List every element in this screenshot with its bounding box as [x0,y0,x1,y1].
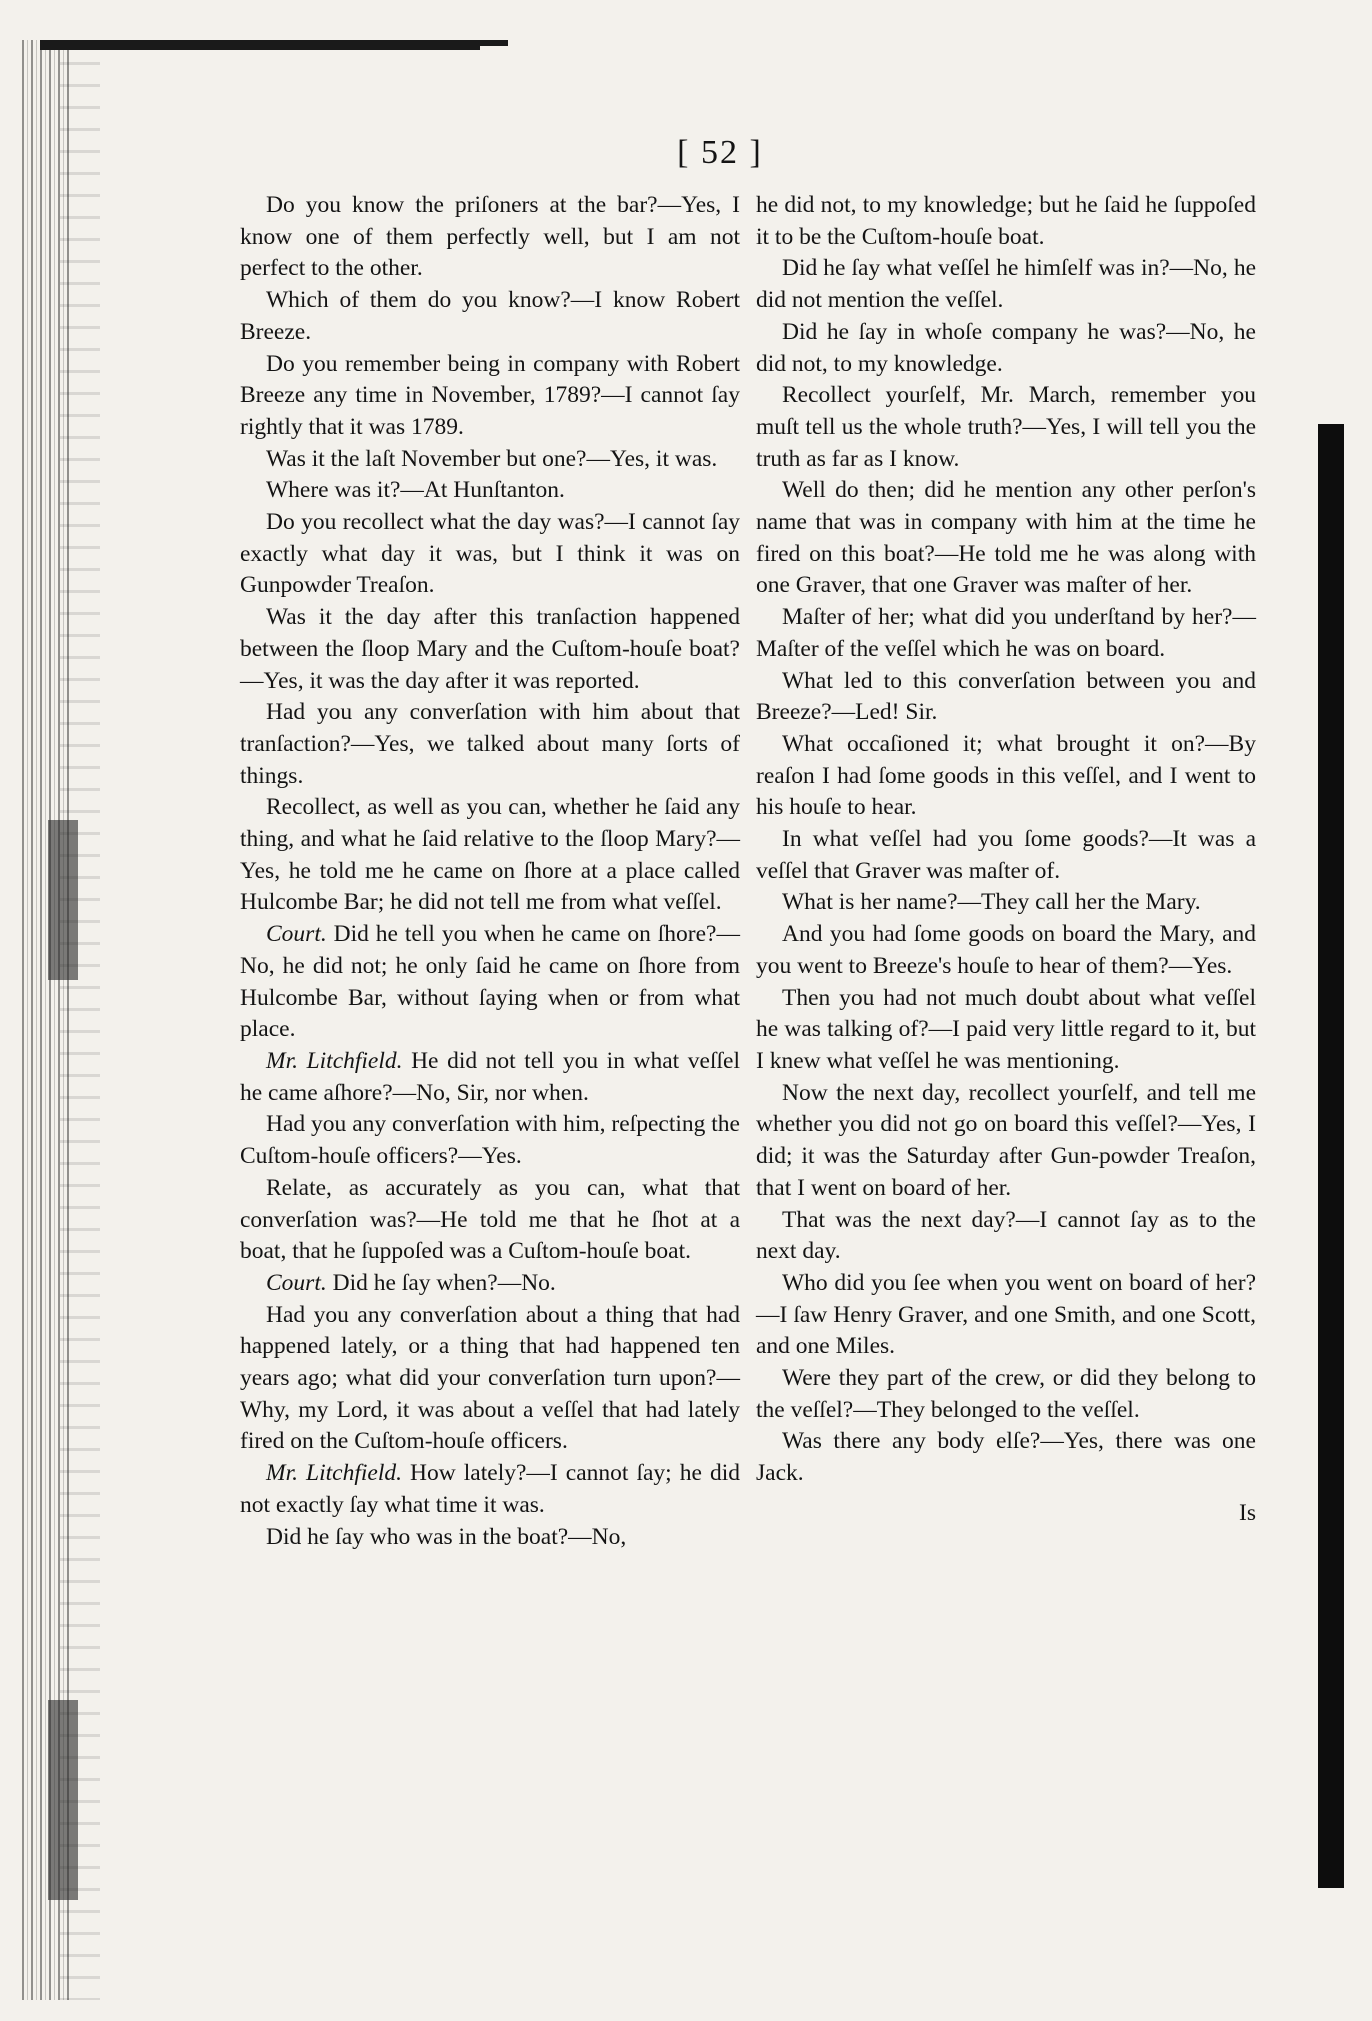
paragraph [756,887,1256,919]
paragraph [756,602,1256,665]
paragraph [756,190,1256,253]
paragraph-text: He did not tell you in what veſſel he came aſhore?—No, Sir, nor when. [240,1047,740,1106]
paragraph [240,919,740,1046]
paragraph [756,1078,1256,1205]
paragraph [756,253,1256,316]
paragraph [756,983,1256,1078]
speaker-label: Court. [266,1269,327,1296]
paragraph [240,1173,740,1268]
paragraph-text: In what veſſel had you ſome goods?—It was a veſſel that Graver was maſter of. [756,826,1256,884]
paragraph-text: What led to this converſation between you and Breeze?—Led! Sir. [756,667,1256,726]
paragraph-text: Had you any converſation with him about that tranſaction?—Yes, we talked about many ſorts of things. [240,699,740,789]
paragraph-text: Did he tell you when he came on ſhore?—No, he did not; he only ſaid he came on ſhore from Hulcombe Bar, without ſaying when or from what place. [240,921,740,1043]
paragraph-text: Maſter of her; what did you underſtand by her?—Maſter of the veſſel which he was on board. [756,604,1256,662]
paragraph-text: And you had ſome goods on board the Mary, and you went to Breeze's houſe to hear of them?—Yes. [756,921,1256,979]
paragraph [240,792,740,919]
paragraph-text: Do you remember being in company with Robert Breeze any time in November, 1789?—I cannot ſay rightly that it was 1789. [240,350,740,440]
paragraph-text: That was the next day?—I cannot ſay as to the next day. [756,1206,1256,1265]
paragraph-text: Who did you ſee when you went on board of her?—I ſaw Henry Graver, and one Smith, and one Scott, and one Miles. [756,1269,1256,1360]
paragraph-text: Recollect yourſelf, Mr. March, remember you muſt tell us the whole truth?—Yes, I will tell you the truth as far as I know. [756,382,1256,472]
top-rule [40,40,480,50]
top-rule-dash [478,40,508,46]
scan-blot [48,820,78,980]
paragraph [756,666,1256,729]
paragraph [240,1522,740,1554]
paragraph-text: Did he ſay when?—No. [326,1269,556,1296]
paragraph [756,317,1256,380]
page-number: [ 52 ] [677,134,763,171]
left-column [240,190,740,1553]
paragraph-text: What occaſioned it; what brought it on?—By reaſon I had ſome goods in this veſſel, and I went to his houſe to hear. [756,730,1256,821]
speaker-label: Court. [266,921,327,948]
paragraph [240,1109,740,1172]
paragraph [756,1268,1256,1363]
speaker-label: Mr. Litchfield. [266,1047,403,1074]
paragraph-text: Did he ſay who was in the boat?—No, [266,1523,627,1550]
paragraph [240,475,740,507]
paragraph [240,190,740,285]
paragraph-text: Now the next day, recollect yourſelf, and tell me whether you did not go on board this veſſel?—Yes, I did; it was the Saturday after Gun-powder Treaſon, that I went on board of her. [756,1079,1256,1201]
paragraph-text: What is her name?—They call her the Mary. [782,889,1201,916]
paragraph-text: Was it the laſt November but one?—Yes, it was. [266,445,718,472]
scan-blot [48,1700,78,1900]
paragraph-text: Were they part of the crew, or did they belong to the veſſel?—They belonged to the veſſel. [756,1365,1256,1423]
speaker-label: Mr. Litchfield. [266,1460,402,1487]
paragraph [240,697,740,792]
paragraph [756,824,1256,887]
paragraph [240,1458,740,1521]
paragraph [240,285,740,348]
paragraph [756,380,1256,475]
paragraph-text: Do you know the priſoners at the bar?—Yes, I know one of them perfectly well, but I am not perfect to the other. [240,192,740,282]
paragraph-text: Had you any converſation with him, reſpecting the Cuſtom-houſe officers?—Yes. [240,1111,740,1170]
paragraph [240,602,740,697]
right-column [756,190,1256,1530]
paragraph [756,1205,1256,1268]
scan-edge-bar [1318,424,1344,1888]
top-rule-dash [420,40,460,46]
paragraph-text: Where was it?—At Hunſtanton. [266,477,565,504]
paragraph-text: How lately?—I cannot ſay; he did not exactly ſay what time it was. [240,1460,741,1518]
paragraph [240,1268,740,1300]
paragraph [756,919,1256,982]
paragraph [240,349,740,444]
paragraph-text: Recollect, as well as you can, whether he ſaid any thing, and what he ſaid relative to the ſloop Mary?—Yes, he told me he came on ſhore at a place called Hulcombe Bar; he did not tell me from what veſſel. [240,794,740,916]
paragraph [240,444,740,476]
paragraph-text: Had you any converſation about a thing that had happened lately, or a thing that had happened ten years ago; what did your converſation turn upon?—Why, my Lord, it was about a veſſel that had lately fired on the Cuſtom-houſe officers. [240,1301,740,1455]
paragraph-text: Do you recollect what the day was?—I cannot ſay exactly what day it was, but I think it was on Gunpowder Treaſon. [240,509,740,599]
paragraph [756,1363,1256,1426]
paragraph-text: Which of them do you know?—I know Robert Breeze. [240,287,740,345]
catchword: Is [1239,1499,1256,1526]
paragraph-text: Did he ſay what veſſel he himſelf was in?—No, he did not mention the veſſel. [756,255,1256,314]
paragraph-text: Well do then; did he mention any other perſon's name that was in company with him at the time he fired on this boat?—He told me he was along with one Graver, that one Graver was maſter of her. [756,477,1256,599]
paragraph [756,729,1256,824]
paragraph [756,475,1256,602]
paragraph-text: Was there any body elſe?—Yes, there was one Jack. [756,1428,1256,1487]
paragraph-text: Then you had not much doubt about what veſſel he was talking of?—I paid very little regard to it, but I knew what veſſel he was mentioning. [756,984,1256,1074]
paragraph-text: he did not, to my knowledge; but he ſaid he ſuppoſed it to be the Cuſtom-houſe boat. [756,192,1256,250]
paragraph [240,1300,740,1459]
paragraph [756,1426,1256,1489]
paragraph-text: Relate, as accurately as you can, what that converſation was?—He told me that he ſhot at a boat, that he ſuppoſed was a Cuſtom-houſe boat. [240,1174,740,1265]
paragraph [240,507,740,602]
paragraph-text: Did he ſay in whoſe company he was?—No, he did not, to my knowledge. [756,318,1256,377]
paragraph-text: Was it the day after this tranſaction happened between the ſloop Mary and the Cuſtom-houſe boat?—Yes, it was the day after it was reported. [240,604,740,694]
paragraph [240,1046,740,1109]
